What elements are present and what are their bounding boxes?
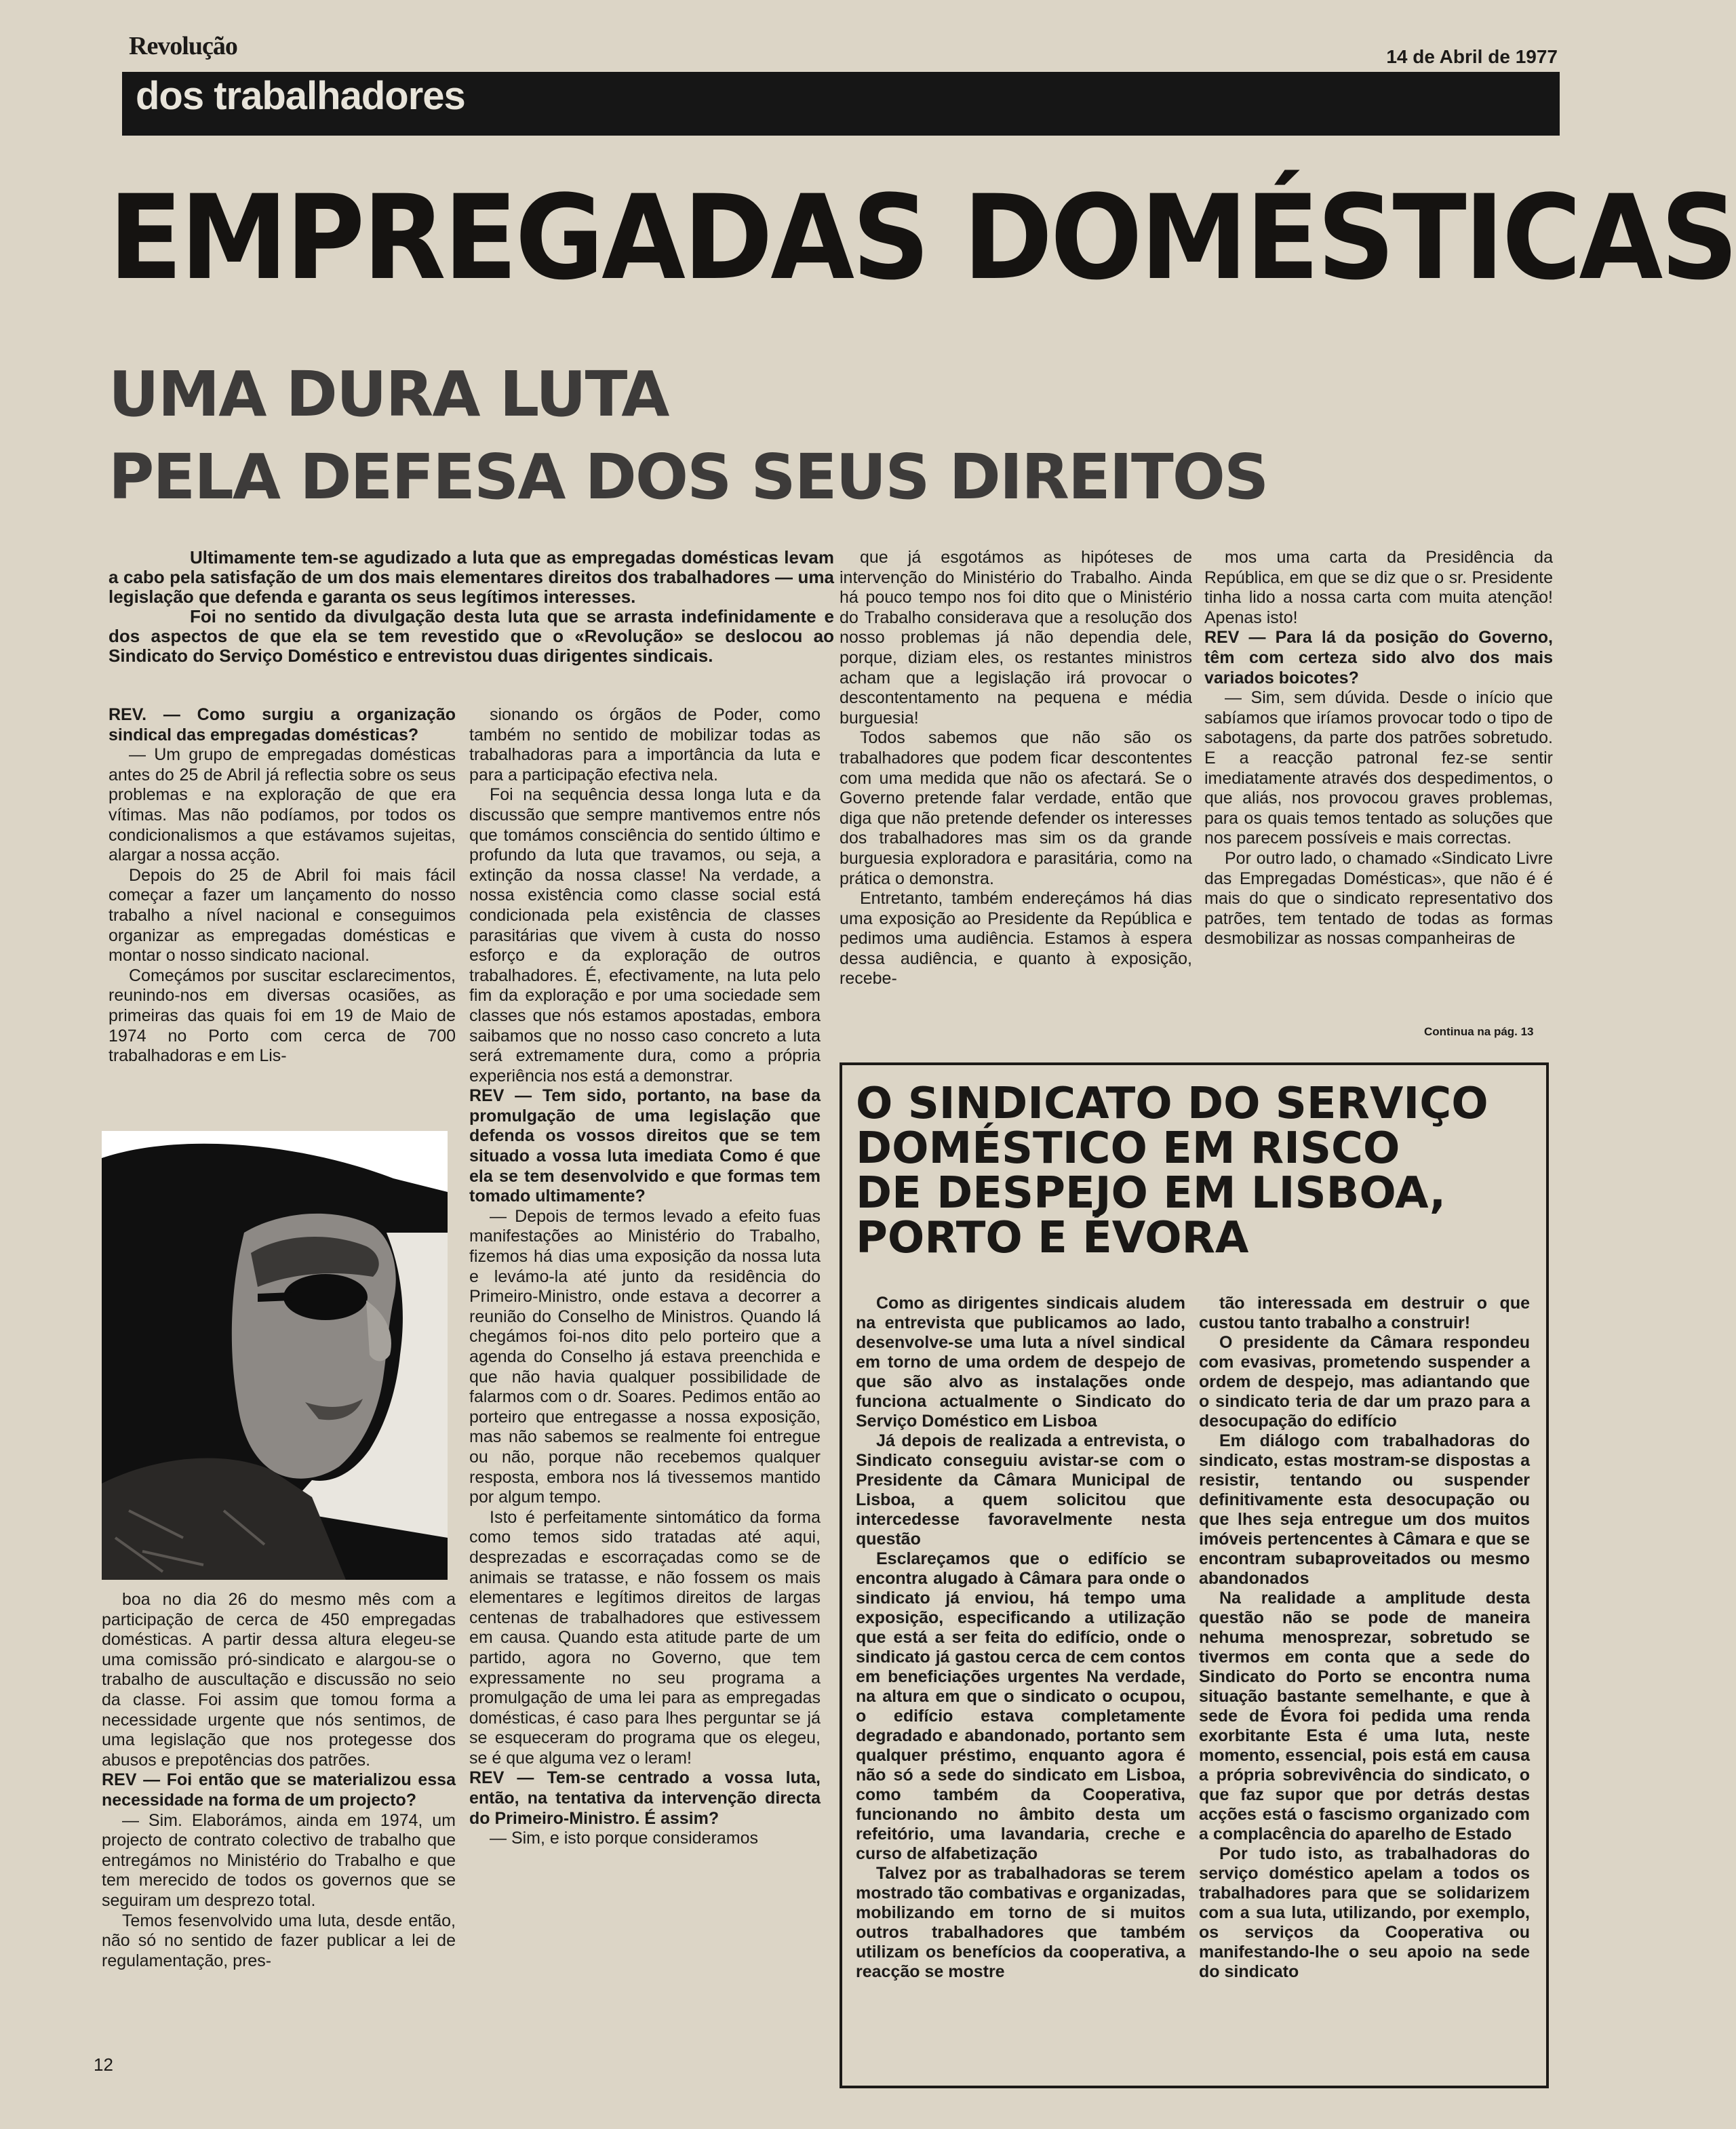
paragraph: Foi na sequência dessa longa luta e da discussão que sempre mantivemos entre nós que tomámos consciência do sentido último e profundo da luta que travamos, ou seja, a extinção da nossa classe! Na verdade, a nossa existência como classe social está condicionada pela existência de classes parasitárias que vivem à custa do nosso esforço e da exploração de outros trabalhadores. É, efectivamente, na luta pelo fim da exploração e por uma sociedade sem classes que nós estamos apostadas, embora saibamos que no nosso caso concreto a luta será extremamente dura, como a própria experiência nos está a demonstrar. bbox=[469, 785, 821, 1086]
interview-column-3 bbox=[840, 548, 1192, 989]
sidebar-headline-line: DOMÉSTICO EM RISCO bbox=[856, 1123, 1400, 1174]
paragraph: Esclareçamos que o edifício se encontra alugado à Câmara para onde o sindicato já enviou, há tempo uma exposição, especificando a utilização que está a ser feita do edifício, onde o sindicato já gastou cerca de cem contos em beneficiações urgentes Na verdade, na altura em que o sindicato o ocupou, o edifício estava completamente degradado e abandonado, portanto sem qualquer préstimo, enquanto agora é não só a sede do sindicato em Lisboa, como também da Cooperativa, funcionando no âmbito desta um refeitório, uma lavandaria, creche e curso de alfabetização bbox=[856, 1549, 1185, 1863]
paragraph: REV — Para lá da posição do Governo, têm com certeza sido alvo dos mais variados boicotes? bbox=[1204, 628, 1553, 688]
paragraph: REV — Tem sido, portanto, na base da promulgação de uma legislação que defenda os vossos direitos que se tem situado a vossa luta imediata Como é que ela se tem desenvolvido e que formas tem tomado ultimamente? bbox=[469, 1086, 821, 1206]
paragraph: O presidente da Câmara respondeu com evasivas, prometendo suspender a ordem de despejo, mas adiantando que o sindicato teria de dar um prazo para a desocupação do edifício bbox=[1199, 1333, 1530, 1431]
interview-column-2 bbox=[469, 705, 821, 1849]
paragraph: Isto é perfeitamente sintomático da forma como temos sido tratadas até aqui, desprezadas e escorraçadas como se de animais se tratasse, e não fossem os mais elementares e legítimos direitos de largas centenas de trabalhadores que estivessem em causa. Quando esta atitude parte de um partido, agora no Governo, que tem expressamente no seu programa a promulgação de uma lei para as empregadas domésticas, é caso para lhes perguntar se já se esqueceram do programa que os elegeu, se é que alguma vez o leram! bbox=[469, 1507, 821, 1768]
paragraph: Começámos por suscitar esclarecimentos, reunindo-nos em diversas ocasiões, as primeiras das quais foi em 19 de Maio de 1974 no Porto com cerca de 700 trabalhadoras e em Lis- bbox=[108, 966, 456, 1066]
sidebar-headline-line: PORTO E ÉVORA bbox=[856, 1213, 1249, 1263]
paragraph: — Um grupo de empregadas domésticas antes do 25 de Abril já reflectia sobre os seus problemas e na exploração de que era vítimas. Mas não podíamos, por todos os condicionalismos a que estávamos sujeitas, alargar a nossa acção. bbox=[108, 745, 456, 865]
sidebar-column-1 bbox=[856, 1294, 1185, 1982]
paragraph: Por tudo isto, as trabalhadoras do serviço doméstico apelam a todos os trabalhadores para que se solidarizem com a sua luta, utilizando, por exemplo, os serviços da Cooperativa ou manifestando-lhe o seu apoio na sede do sindicato bbox=[1199, 1844, 1530, 1981]
paragraph: REV. — Como surgiu a organização sindical das empregadas domésticas? bbox=[108, 705, 456, 744]
paragraph: REV — Tem-se centrado a vossa luta, então, na tentativa da intervenção directa do Primeiro-Ministro. É assim? bbox=[469, 1768, 821, 1828]
interview-column-1-continued bbox=[102, 1590, 456, 1971]
portrait-image bbox=[102, 1131, 448, 1580]
page-number: 12 bbox=[94, 2054, 113, 2075]
paragraph: — Sim, e isto porque consideramos bbox=[490, 1829, 759, 1848]
subheadline-line-1: UMA DURA LUTA bbox=[108, 358, 669, 431]
intro-paragraph: Ultimamente tem-se agudizado a luta que as empregadas domésticas levam a cabo pela satisfação de um dos mais elementares direitos dos trabalhadores — uma legislação que defenda e garanta os seus legítimos interesses. bbox=[108, 547, 834, 607]
paragraph: boa no dia 26 do mesmo mês com a participação de cerca de 450 empregadas domésticas. A partir dessa altura elegeu-se uma comissão pró-sindicato e alargou-se o trabalho de auscultação e discussão no seio da classe. Foi assim que tomou forma a necessidade urgente que nós sentimos, de uma legislação que nos protegesse dos abusos e prepotências dos patrões. bbox=[102, 1590, 456, 1770]
portrait-photo bbox=[102, 1131, 448, 1580]
paragraph: Já depois de realizada a entrevista, o Sindicato conseguiu avistar-se com o Presidente da Câmara Municipal de Lisboa, a quem solicitou que intercedesse favoravelmente nesta questão bbox=[856, 1431, 1185, 1549]
paragraph: tão interessada em destruir o que custou tanto trabalho a construir! bbox=[1199, 1294, 1530, 1332]
sidebar-headline-line: DE DESPEJO EM LISBOA, bbox=[856, 1168, 1446, 1218]
sidebar-column-2 bbox=[1199, 1294, 1530, 1982]
continued-note: Continua na pág. 13 bbox=[1424, 1025, 1534, 1038]
main-headline: EMPREGADAS DOMÉSTICAS bbox=[108, 170, 1736, 306]
masthead-title: Revolução bbox=[129, 32, 237, 60]
paragraph: — Depois de termos levado a efeito fuas manifestações ao Ministério do Trabalho, fizemos há dias uma exposição da nossa luta e levámo-la até junto da residência do Primeiro-Ministro, onde estava a decorrer a reunião do Conselho de Ministros. Quando lá chegámos foi-nos dito pelo porteiro que a agenda do Conselho já estava preenchida e que não havia qualquer possibilidade de falarmos com o dr. Soares. Pedimos então ao porteiro que entregasse a nossa exposição, mas não sabemos se realmente foi entregue ou não, porque não recebemos qualquer resposta, embora nos lá tivessemos mantido por algum tempo. bbox=[469, 1206, 821, 1507]
paragraph: sionando os órgãos de Poder, como também no sentido de mobilizar todas as trabalhadoras para a importância da luta e para a participação efectiva nela. bbox=[469, 705, 821, 784]
paragraph: — Sim, sem dúvida. Desde o início que sabíamos que iríamos provocar todo o tipo de sabotagens, da parte dos patrões sobretudo. E a reacção patronal fez-se sentir imediatamente através dos despedimentos, o que aliás, nos provocou graves problemas, para os quais temos tentado as soluções que nos parecem possíveis e mais correctas. bbox=[1204, 688, 1553, 848]
subheadline-line-2: PELA DEFESA DOS SEUS DIREITOS bbox=[108, 441, 1268, 513]
article-intro bbox=[108, 548, 834, 666]
paragraph: Entretanto, também endereçámos há dias uma exposição ao Presidente da República e pedimos uma audiência. Estamos à espera dessa audiência, e quanto à exposição, recebe- bbox=[840, 889, 1192, 989]
paragraph: Por outro lado, o chamado «Sindicato Livre das Empregadas Domésticas», que não é é mais do que o sindicato representativo dos patrões, tem tentado de todas as formas desmobilizar as nossas companheiras de bbox=[1204, 848, 1553, 949]
issue-date: 14 de Abril de 1977 bbox=[1386, 46, 1558, 67]
masthead-subtitle: dos trabalhadores bbox=[136, 74, 465, 118]
paragraph: Depois do 25 de Abril foi mais fácil começar a fazer um lançamento do nosso trabalho a nível nacional e conseguimos organizar as empregadas domésticas e montar o nosso sindicato nacional. bbox=[108, 865, 456, 966]
paragraph: REV — Foi então que se materializou essa necessidade na forma de um projecto? bbox=[102, 1770, 456, 1810]
paragraph: mos uma carta da Presidência da República, em que se diz que o sr. Presidente tinha lido a nossa carta com muita atenção! Apenas isto! bbox=[1204, 548, 1553, 627]
sidebar-headline bbox=[856, 1079, 1534, 1263]
paragraph: Na realidade a amplitude desta questão não se pode de maneira nehuma menosprezar, sobretudo se tivermos em conta que a sede do Sindicato do Porto se encontra numa situação bastante semelhante, e que à sede de Évora foi pedida uma renda exorbitante Esta é uma luta, neste momento, essencial, pois está em causa a própria sobrevivência do sindicato, o que faz supor que por detrás destas acções está o fascismo organizado com a complacência do aparelho de Estado bbox=[1199, 1589, 1530, 1844]
paragraph: — Sim. Elaborámos, ainda em 1974, um projecto de contrato colectivo de trabalho que entregámos no Ministério do Trabalho e que tem merecido de todos os governos que se seguiram um desprezo total. bbox=[102, 1810, 456, 1910]
intro-paragraph: Foi no sentido da divulgação desta luta que se arrasta indefinidamente e dos aspectos de que ela se tem revestido que o «Revolução» se deslocou ao Sindicato do Serviço Doméstico e entrevistou duas dirigentes sindicais. bbox=[108, 606, 834, 666]
masthead-rule bbox=[122, 133, 1560, 136]
paragraph: Talvez por as trabalhadoras se terem mostrado tão combativas e organizadas, mobilizando em torno de si muitos outros trabalhadores que também utilizam os benefícios da cooperativa, a reacção se mostre bbox=[856, 1864, 1185, 1981]
paragraph: Em diálogo com trabalhadoras do sindicato, estas mostram-se dispostas a resistir, tentando ou suspender definitivamente esta desocupação ou que lhes seja entregue um dos muitos imóveis pertencentes à Câmara e que se encontram subaproveitados ou mesmo abandonados bbox=[1199, 1431, 1530, 1588]
interview-column-1 bbox=[108, 705, 456, 1067]
sidebar-headline-line: O SINDICATO DO SERVIÇO bbox=[856, 1079, 1488, 1129]
paragraph: Como as dirigentes sindicais aludem na entrevista que publicamos ao lado, desenvolve-se uma luta a nível sindical em torno de uma ordem de despejo de que são alvo as instalações onde funciona actualmente o Sindicato do Serviço Doméstico em Lisboa bbox=[856, 1294, 1185, 1431]
paragraph: que já esgotámos as hipóteses de intervenção do Ministério do Trabalho. Ainda há pouco tempo nos foi dito que o Ministério do Trabalho considerava que a resolução dos nosso problemas já não dependia dele, porque, diziam eles, os restantes ministros acham que a legislação irá provocar o descontentamento na pequena e média burguesia! bbox=[840, 548, 1192, 728]
paragraph: Temos fesenvolvido uma luta, desde então, não só no sentido de fazer publicar a lei de regulamentação, pres- bbox=[102, 1911, 456, 1970]
paragraph: Todos sabemos que não são os trabalhadores que podem ficar descontentes com uma medida que não os afectará. Se o Governo pretende falar verdade, então que diga que não pretende defender os interesses dos trabalhadores mas sim os da grande burguesia exploradora e parasitária, como na prática o demonstra. bbox=[840, 728, 1192, 888]
interview-column-4 bbox=[1204, 548, 1553, 949]
